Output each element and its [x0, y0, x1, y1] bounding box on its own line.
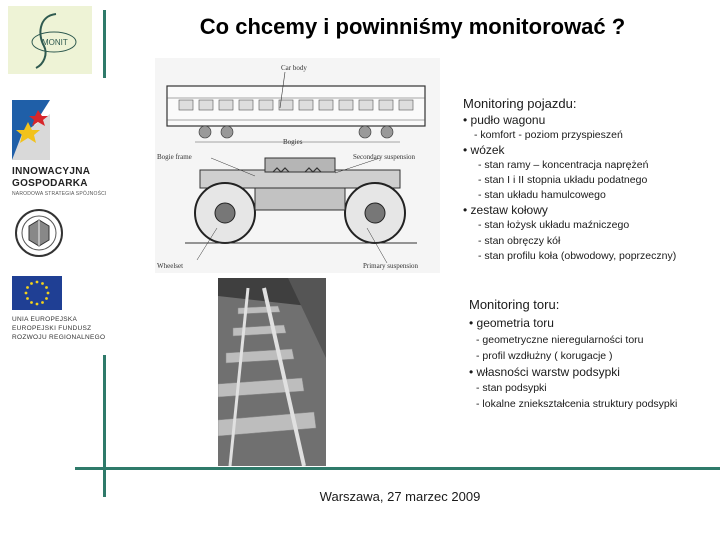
- eu-logo-line3: ROZWOJU REGIONALNEGO: [12, 334, 106, 341]
- vehicle-subitem: - komfort - poziom przyspieszeń: [474, 129, 623, 141]
- vehicle-subitem: - stan profilu koła (obwodowy, poprzeczny): [478, 250, 677, 262]
- sidebar: [0, 0, 107, 540]
- slide-title: Co chcemy i powinniśmy monitorować ?: [199, 14, 626, 39]
- vehicle-item-bogie: • wózek: [463, 143, 505, 157]
- label-car-body: Car body: [281, 64, 307, 72]
- label-wheelset: Wheelset: [157, 262, 184, 270]
- vehicle-subitem: - stan ramy – koncentracja naprężeń: [478, 159, 649, 171]
- label-bogie-frame: Bogie frame: [157, 153, 192, 161]
- track-photo: [218, 278, 326, 466]
- monit-logo: [8, 6, 92, 74]
- ig-logo-line2: GOSPODARKA: [12, 178, 88, 189]
- track-subitem: - stan podsypki: [476, 382, 547, 394]
- footer-date: Warszawa, 27 marzec 2009: [319, 489, 481, 504]
- eu-flag-icon: [12, 276, 62, 310]
- accent-line-vertical: [103, 355, 106, 497]
- monit-logo-text: MONIT: [42, 38, 68, 47]
- track-drawing: [218, 278, 326, 466]
- accent-line-horizontal: [75, 467, 720, 470]
- railcar-diagram: [155, 58, 440, 273]
- eu-logo-line2: EUROPEJSKI FUNDUSZ: [12, 325, 92, 332]
- label-primary-suspension: Primary suspension: [363, 262, 419, 270]
- track-monitoring-heading: Monitoring toru:: [469, 297, 560, 312]
- railcar-drawing: [155, 58, 440, 273]
- track-subitem: - lokalne zniekształcenia struktury podsypki: [476, 398, 678, 410]
- vehicle-item-car-body: • pudło wagonu: [463, 113, 546, 127]
- label-secondary-suspension: Secondary suspension: [353, 153, 416, 161]
- track-subitem: - geometryczne nieregularności toru: [476, 334, 644, 346]
- vehicle-subitem: - stan obręczy kół: [478, 235, 561, 247]
- label-bogies: Bogies: [283, 138, 303, 146]
- track-item-geometry: • geometria toru: [469, 316, 554, 330]
- vehicle-subitem: - stan układu hamulcowego: [478, 189, 606, 201]
- innowacyjna-gospodarka-logo: [8, 100, 107, 200]
- track-item-ballast: • własności warstw podsypki: [469, 365, 620, 379]
- eu-logo: [8, 272, 106, 347]
- track-subitem: - profil wzdłużny ( korugacje ): [476, 350, 613, 362]
- ig-logo-line1: INNOWACYJNA: [12, 166, 91, 177]
- ig-logo-line3: NARODOWA STRATEGIA SPÓJNOŚCI: [12, 191, 107, 197]
- eu-logo-line1: UNIA EUROPEJSKA: [12, 316, 78, 323]
- vehicle-subitem: - stan I i II stopnia układu podatnego: [478, 174, 648, 186]
- vehicle-subitem: - stan łożysk układu maźniczego: [478, 219, 630, 231]
- flag-star-icon: [12, 100, 50, 160]
- vehicle-monitoring-heading: Monitoring pojazdu:: [463, 96, 577, 111]
- university-emblem-icon: [14, 208, 64, 258]
- vehicle-item-wheelset: • zestaw kołowy: [463, 203, 548, 217]
- accent-line-top: [103, 10, 106, 78]
